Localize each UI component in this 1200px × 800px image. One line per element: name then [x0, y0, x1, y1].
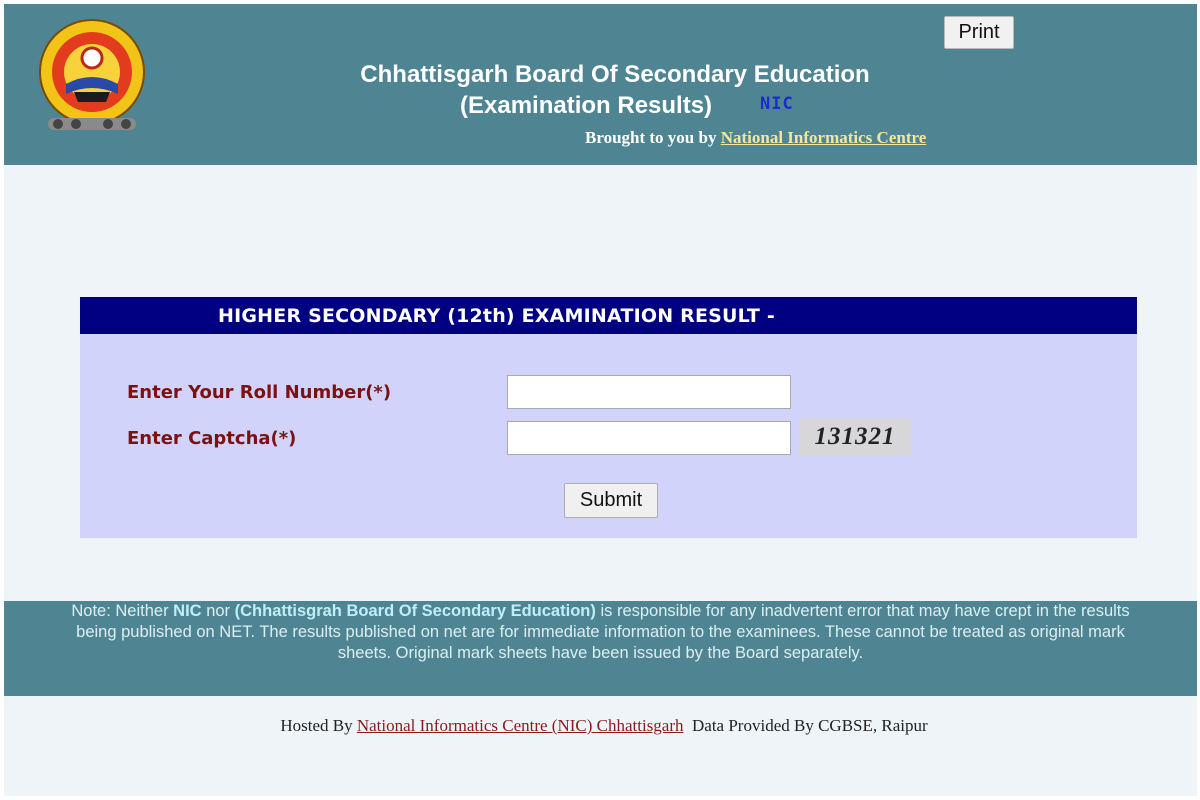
captcha-label: Enter Captcha(*): [127, 428, 297, 449]
note-prefix: Note: Neither: [71, 602, 169, 620]
page: [4, 4, 1197, 796]
hosted-by-prefix: Hosted By: [280, 716, 353, 735]
nic-chhattisgarh-link[interactable]: National Informatics Centre (NIC) Chhattisgarh: [356, 716, 684, 735]
result-form: [80, 334, 1137, 538]
print-button[interactable]: Print: [944, 16, 1014, 49]
captcha-image: 131321: [799, 418, 911, 456]
brought-by-line: [585, 128, 926, 148]
note-nor: nor: [206, 602, 231, 620]
roll-number-label: Enter Your Roll Number(*): [127, 382, 392, 403]
footer: [4, 716, 1200, 736]
result-panel-header: [80, 297, 1137, 334]
nic-link[interactable]: National Informatics Centre: [720, 128, 927, 147]
header-banner: [4, 4, 1197, 165]
brought-by-prefix: Brought to you by: [585, 128, 717, 147]
captcha-input[interactable]: [507, 421, 791, 455]
submit-button[interactable]: Submit: [564, 483, 658, 518]
disclaimer-note: [4, 601, 1197, 696]
note-board: (Chhattisgrah Board Of Secondary Education): [234, 602, 596, 620]
results-subtitle: (Examination Results): [460, 92, 713, 119]
data-provided-text: Data Provided By CGBSE, Raipur: [692, 716, 928, 735]
note-nic: NIC: [173, 602, 202, 620]
nic-logo-icon: NIC: [760, 94, 794, 114]
result-panel-title: HIGHER SECONDARY (12th) EXAMINATION RESULT -: [218, 305, 775, 327]
note-body: is responsible for any inadvertent error that may have crept in the results being published on NET. The results published on net are for immediate information to the examinees. These cannot be treated as original mark sheets. Original mark sheets have been issued by the Board separately.: [76, 602, 1130, 662]
board-title: Chhattisgarh Board Of Secondary Education: [360, 61, 870, 88]
roll-number-input[interactable]: [507, 375, 791, 409]
